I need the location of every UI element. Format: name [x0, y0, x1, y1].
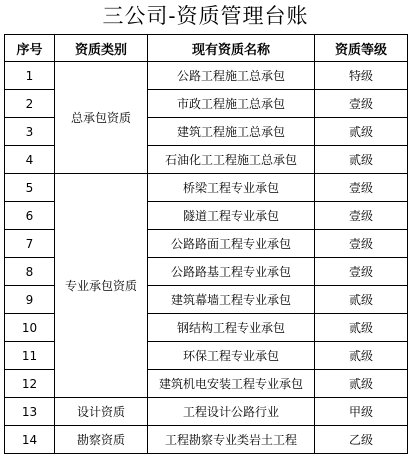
cell-qualification-name: 市政工程施工总承包 [148, 90, 315, 118]
table-row [5, 398, 408, 426]
qualification-table [4, 34, 408, 454]
cell-qualification-name: 工程勘察专业类岩土工程 [148, 426, 315, 454]
cell-qualification-name: 公路路面工程专业承包 [148, 230, 315, 258]
cell-qualification-name: 钢结构工程专业承包 [148, 314, 315, 342]
cell-level: 贰级 [315, 370, 408, 398]
cell-category: 专业承包资质 [55, 174, 148, 398]
cell-level: 壹级 [315, 202, 408, 230]
cell-level: 壹级 [315, 258, 408, 286]
cell-level: 贰级 [315, 146, 408, 174]
cell-level: 贰级 [315, 342, 408, 370]
cell-serial: 5 [5, 174, 55, 202]
table-row [5, 174, 408, 202]
ledger-title: 三公司-资质管理台账 [102, 4, 309, 28]
cell-serial: 7 [5, 230, 55, 258]
cell-serial: 14 [5, 426, 55, 454]
cell-serial: 4 [5, 146, 55, 174]
cell-category: 总承包资质 [55, 62, 148, 174]
cell-category: 设计资质 [55, 398, 148, 426]
table-body [5, 62, 408, 454]
header-serial: 序号 [5, 35, 55, 62]
header-level: 资质等级 [315, 35, 408, 62]
cell-qualification-name: 公路工程施工总承包 [148, 62, 315, 90]
cell-level: 壹级 [315, 90, 408, 118]
cell-serial: 9 [5, 286, 55, 314]
cell-qualification-name: 隧道工程专业承包 [148, 202, 315, 230]
table-row [5, 62, 408, 90]
cell-serial: 1 [5, 62, 55, 90]
cell-qualification-name: 建筑工程施工总承包 [148, 118, 315, 146]
cell-level: 壹级 [315, 230, 408, 258]
header-row [5, 35, 408, 62]
table-header [5, 35, 408, 62]
cell-serial: 6 [5, 202, 55, 230]
cell-serial: 13 [5, 398, 55, 426]
cell-qualification-name: 建筑幕墙工程专业承包 [148, 286, 315, 314]
cell-serial: 2 [5, 90, 55, 118]
cell-qualification-name: 石油化工工程施工总承包 [148, 146, 315, 174]
table-row [5, 426, 408, 454]
cell-serial: 3 [5, 118, 55, 146]
cell-level: 贰级 [315, 286, 408, 314]
cell-level: 甲级 [315, 398, 408, 426]
cell-qualification-name: 环保工程专业承包 [148, 342, 315, 370]
cell-level: 贰级 [315, 118, 408, 146]
cell-qualification-name: 工程设计公路行业 [148, 398, 315, 426]
cell-category: 勘察资质 [55, 426, 148, 454]
cell-qualification-name: 公路路基工程专业承包 [148, 258, 315, 286]
cell-serial: 8 [5, 258, 55, 286]
cell-serial: 10 [5, 314, 55, 342]
header-name: 现有资质名称 [148, 35, 315, 62]
cell-level: 特级 [315, 62, 408, 90]
header-category: 资质类别 [55, 35, 148, 62]
cell-serial: 12 [5, 370, 55, 398]
cell-qualification-name: 桥梁工程专业承包 [148, 174, 315, 202]
cell-level: 乙级 [315, 426, 408, 454]
cell-level: 壹级 [315, 174, 408, 202]
cell-qualification-name: 建筑机电安装工程专业承包 [148, 370, 315, 398]
cell-serial: 11 [5, 342, 55, 370]
cell-level: 贰级 [315, 314, 408, 342]
